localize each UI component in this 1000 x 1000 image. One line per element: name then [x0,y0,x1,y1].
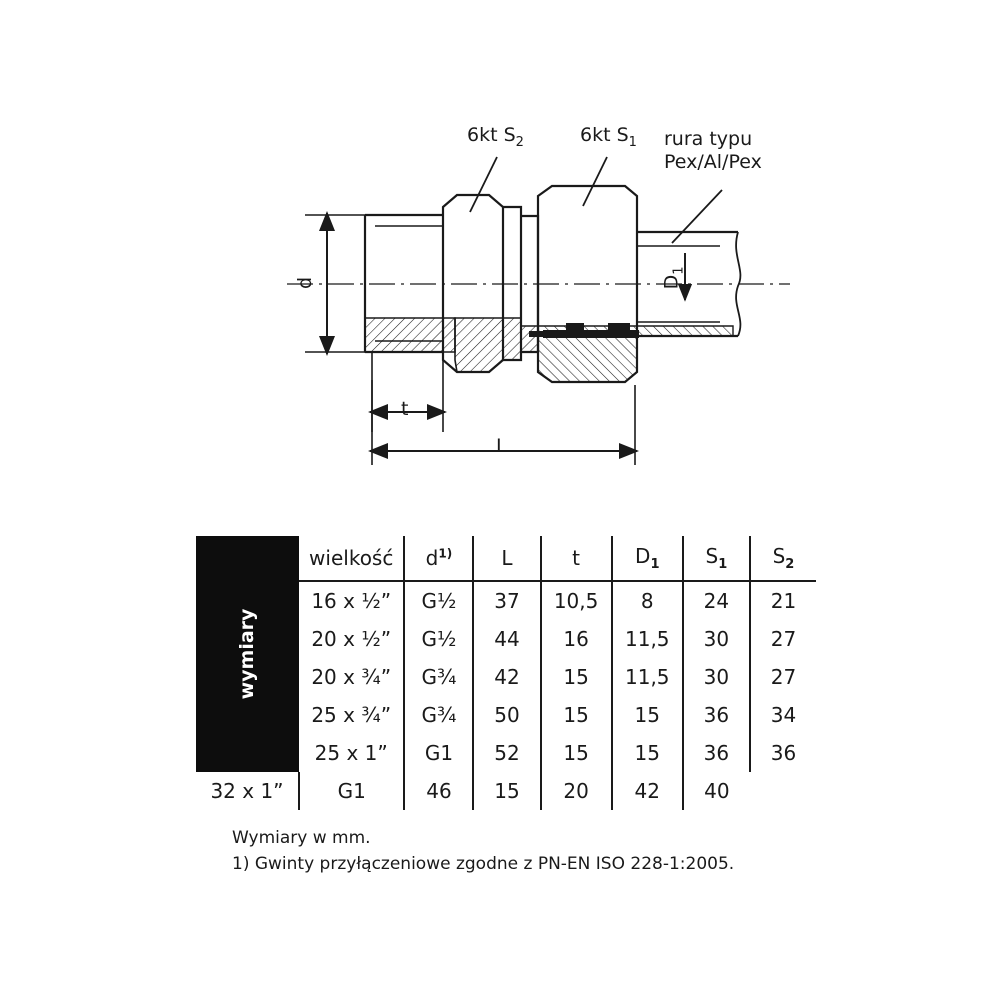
cell-S1: 24 [683,582,750,620]
dimension-label-d: d [294,276,317,290]
cell-d: G¾ [404,658,473,696]
note-units: Wymiary w mm. [232,828,371,848]
cell-D1: 11,5 [612,620,683,658]
cell-S1: 36 [683,734,750,772]
dimensions-table-wrap [196,536,816,810]
column-header-L: L [473,536,540,580]
cell-L: 46 [404,772,473,810]
column-header-S1: $S_1$ [683,536,750,580]
cell-S2: 34 [750,696,816,734]
cell-t: 15 [473,772,540,810]
cell-S1: 42 [612,772,683,810]
callout-6kt-s1: 6kt $S_1$ [580,124,637,150]
cell-t: 15 [541,658,612,696]
cell-t: 10,5 [541,582,612,620]
cell-size: 25 x 1” [314,741,388,765]
cell-S2: 27 [750,620,816,658]
cell-S1: 36 [683,696,750,734]
cell-size: 32 x 1” [210,779,284,803]
cell-S2: 36 [750,734,816,772]
table-header-row [196,536,816,580]
cell-d: G1 [299,772,404,810]
cell-size: 20 x ½” [311,627,392,651]
cell-D1: 20 [541,772,612,810]
cell-size: 20 x ¾” [311,665,392,689]
cell-D1: 8 [612,582,683,620]
cell-d: G½ [404,620,473,658]
cell-D1: 11,5 [612,658,683,696]
cell-t: 16 [541,620,612,658]
cell-L: 44 [473,620,540,658]
cell-S2: 21 [750,582,816,620]
table-rail-wymiary [196,536,299,772]
column-header-d: $d^{1)}$ [404,536,473,580]
table-rail-label: wymiary [236,608,259,700]
cell-S2: 40 [683,772,750,810]
cell-L: 50 [473,696,540,734]
column-header-t: t [541,536,612,580]
callout-pipe-type [664,128,762,174]
dimension-label-t: t [401,398,409,420]
table-row [196,772,816,810]
cell-d: G½ [404,582,473,620]
dimensions-table [196,536,816,810]
cell-size: 25 x ¾” [311,703,392,727]
dimension-label-L: L [496,435,507,457]
cell-S1: 30 [683,620,750,658]
cell-size: 16 x ½” [311,589,392,613]
cell-t: 15 [541,696,612,734]
cell-L: 37 [473,582,540,620]
column-header-size: wielkość [309,546,394,570]
dimension-label-D1: $D_1$ [660,266,687,290]
cell-S1: 30 [683,658,750,696]
cell-L: 52 [473,734,540,772]
pipe-note-line2: Pex/Al/Pex [664,150,762,173]
callout-6kt-s2: 6kt $S_2$ [467,124,524,150]
cell-D1: 15 [612,734,683,772]
cell-t: 15 [541,734,612,772]
column-header-S2: $S_2$ [750,536,816,580]
pipe-note-line1: rura typu [664,128,753,150]
cell-L: 42 [473,658,540,696]
note-thread-standard: 1) Gwinty przyłączeniowe zgodne z PN-EN ISO 228-1:2005. [232,853,735,874]
cell-d: G¾ [404,696,473,734]
cell-d: G1 [404,734,473,772]
cell-S2: 27 [750,658,816,696]
notes-block [232,826,734,877]
column-header-D1: $D_1$ [612,536,683,580]
cell-D1: 15 [612,696,683,734]
